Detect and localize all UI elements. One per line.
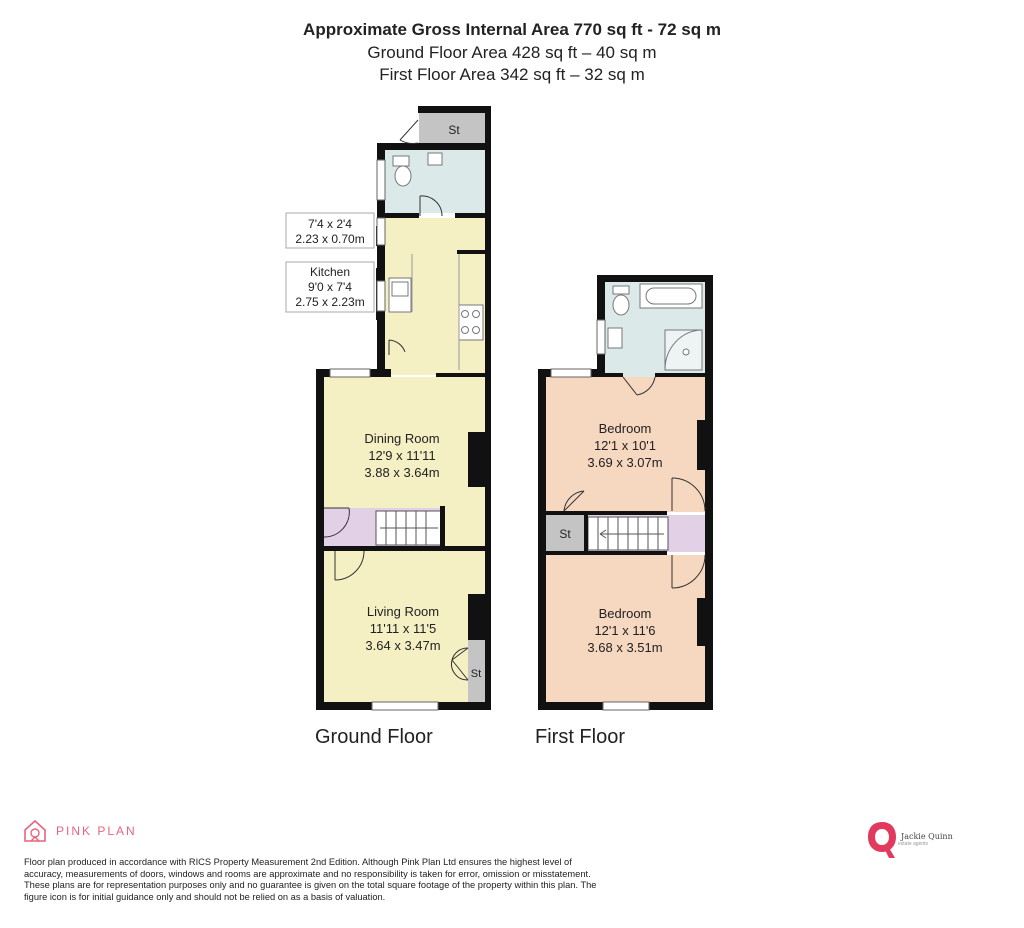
- hall-callout: [286, 213, 374, 248]
- ground-floor-label: Ground Floor: [315, 726, 433, 748]
- ground-floor-plan: [286, 106, 491, 710]
- hall-dims-metric: 2.23 x 0.70m: [295, 232, 365, 246]
- ground-floor-area: Ground Floor Area 428 sq ft – 40 sq m: [367, 43, 657, 62]
- first-floor-label: First Floor: [535, 726, 625, 748]
- living-room-name: Living Room: [366, 604, 440, 619]
- bedroom-1-dims-imperial: 12'1 x 10'1: [593, 438, 657, 453]
- kitchen-dims-metric: 2.75 x 2.23m: [295, 295, 365, 309]
- dining-room-name: Dining Room: [364, 431, 440, 446]
- first-floor-plan: [538, 275, 713, 710]
- store-living-label: St: [470, 668, 482, 680]
- first-floor-area: First Floor Area 342 sq ft – 32 sq m: [379, 65, 645, 84]
- dining-room-dims-metric: 3.88 x 3.64m: [364, 465, 440, 480]
- bedroom-1-dims-metric: 3.69 x 3.07m: [587, 455, 663, 470]
- kitchen-name: Kitchen: [309, 265, 351, 279]
- bedroom-2-name: Bedroom: [598, 606, 652, 621]
- bedroom-1-name: Bedroom: [598, 421, 652, 436]
- agent-logo: [866, 820, 953, 860]
- kitchen-dims-imperial: 9'0 x 7'4: [308, 280, 352, 294]
- gross-area-title: Approximate Gross Internal Area 770 sq ft - 72 sq m: [303, 20, 721, 39]
- dining-room-dims-imperial: 12'9 x 11'11: [368, 448, 436, 463]
- hall-dims-imperial: 7'4 x 2'4: [308, 217, 352, 231]
- living-room-dims-metric: 3.64 x 3.47m: [365, 638, 441, 653]
- agent-sub: estate agents: [898, 841, 929, 847]
- pink-plan-logo: [22, 818, 137, 844]
- disclaimer: Floor plan produced in accordance with RICS Property Measurement 2nd Edition. Although Pink Plan Ltd ensures the highest level of accuracy, measurements of doors, windows and rooms are approximate and no responsibility is taken for error, omission or misstatement. These plans are for representation purposes only and no guarantee is given on the total square footage of the property within this plan. The figure icon is for initial guidance only and should not be relied on as a basis of valuation.: [24, 857, 597, 902]
- pink-plan-name: PINK PLAN: [56, 824, 137, 838]
- agent-q-icon: [866, 820, 898, 860]
- house-icon: [22, 818, 48, 844]
- store-top-label: St: [448, 123, 460, 137]
- agent-name: Jackie Quinn: [901, 832, 953, 841]
- landing-store-label: St: [559, 527, 571, 541]
- bedroom-2-dims-metric: 3.68 x 3.51m: [587, 640, 663, 655]
- bedroom-2-dims-imperial: 12'1 x 11'6: [594, 623, 656, 638]
- kitchen-callout: [286, 262, 374, 312]
- living-room-dims-imperial: 11'11 x 11'5: [369, 621, 437, 636]
